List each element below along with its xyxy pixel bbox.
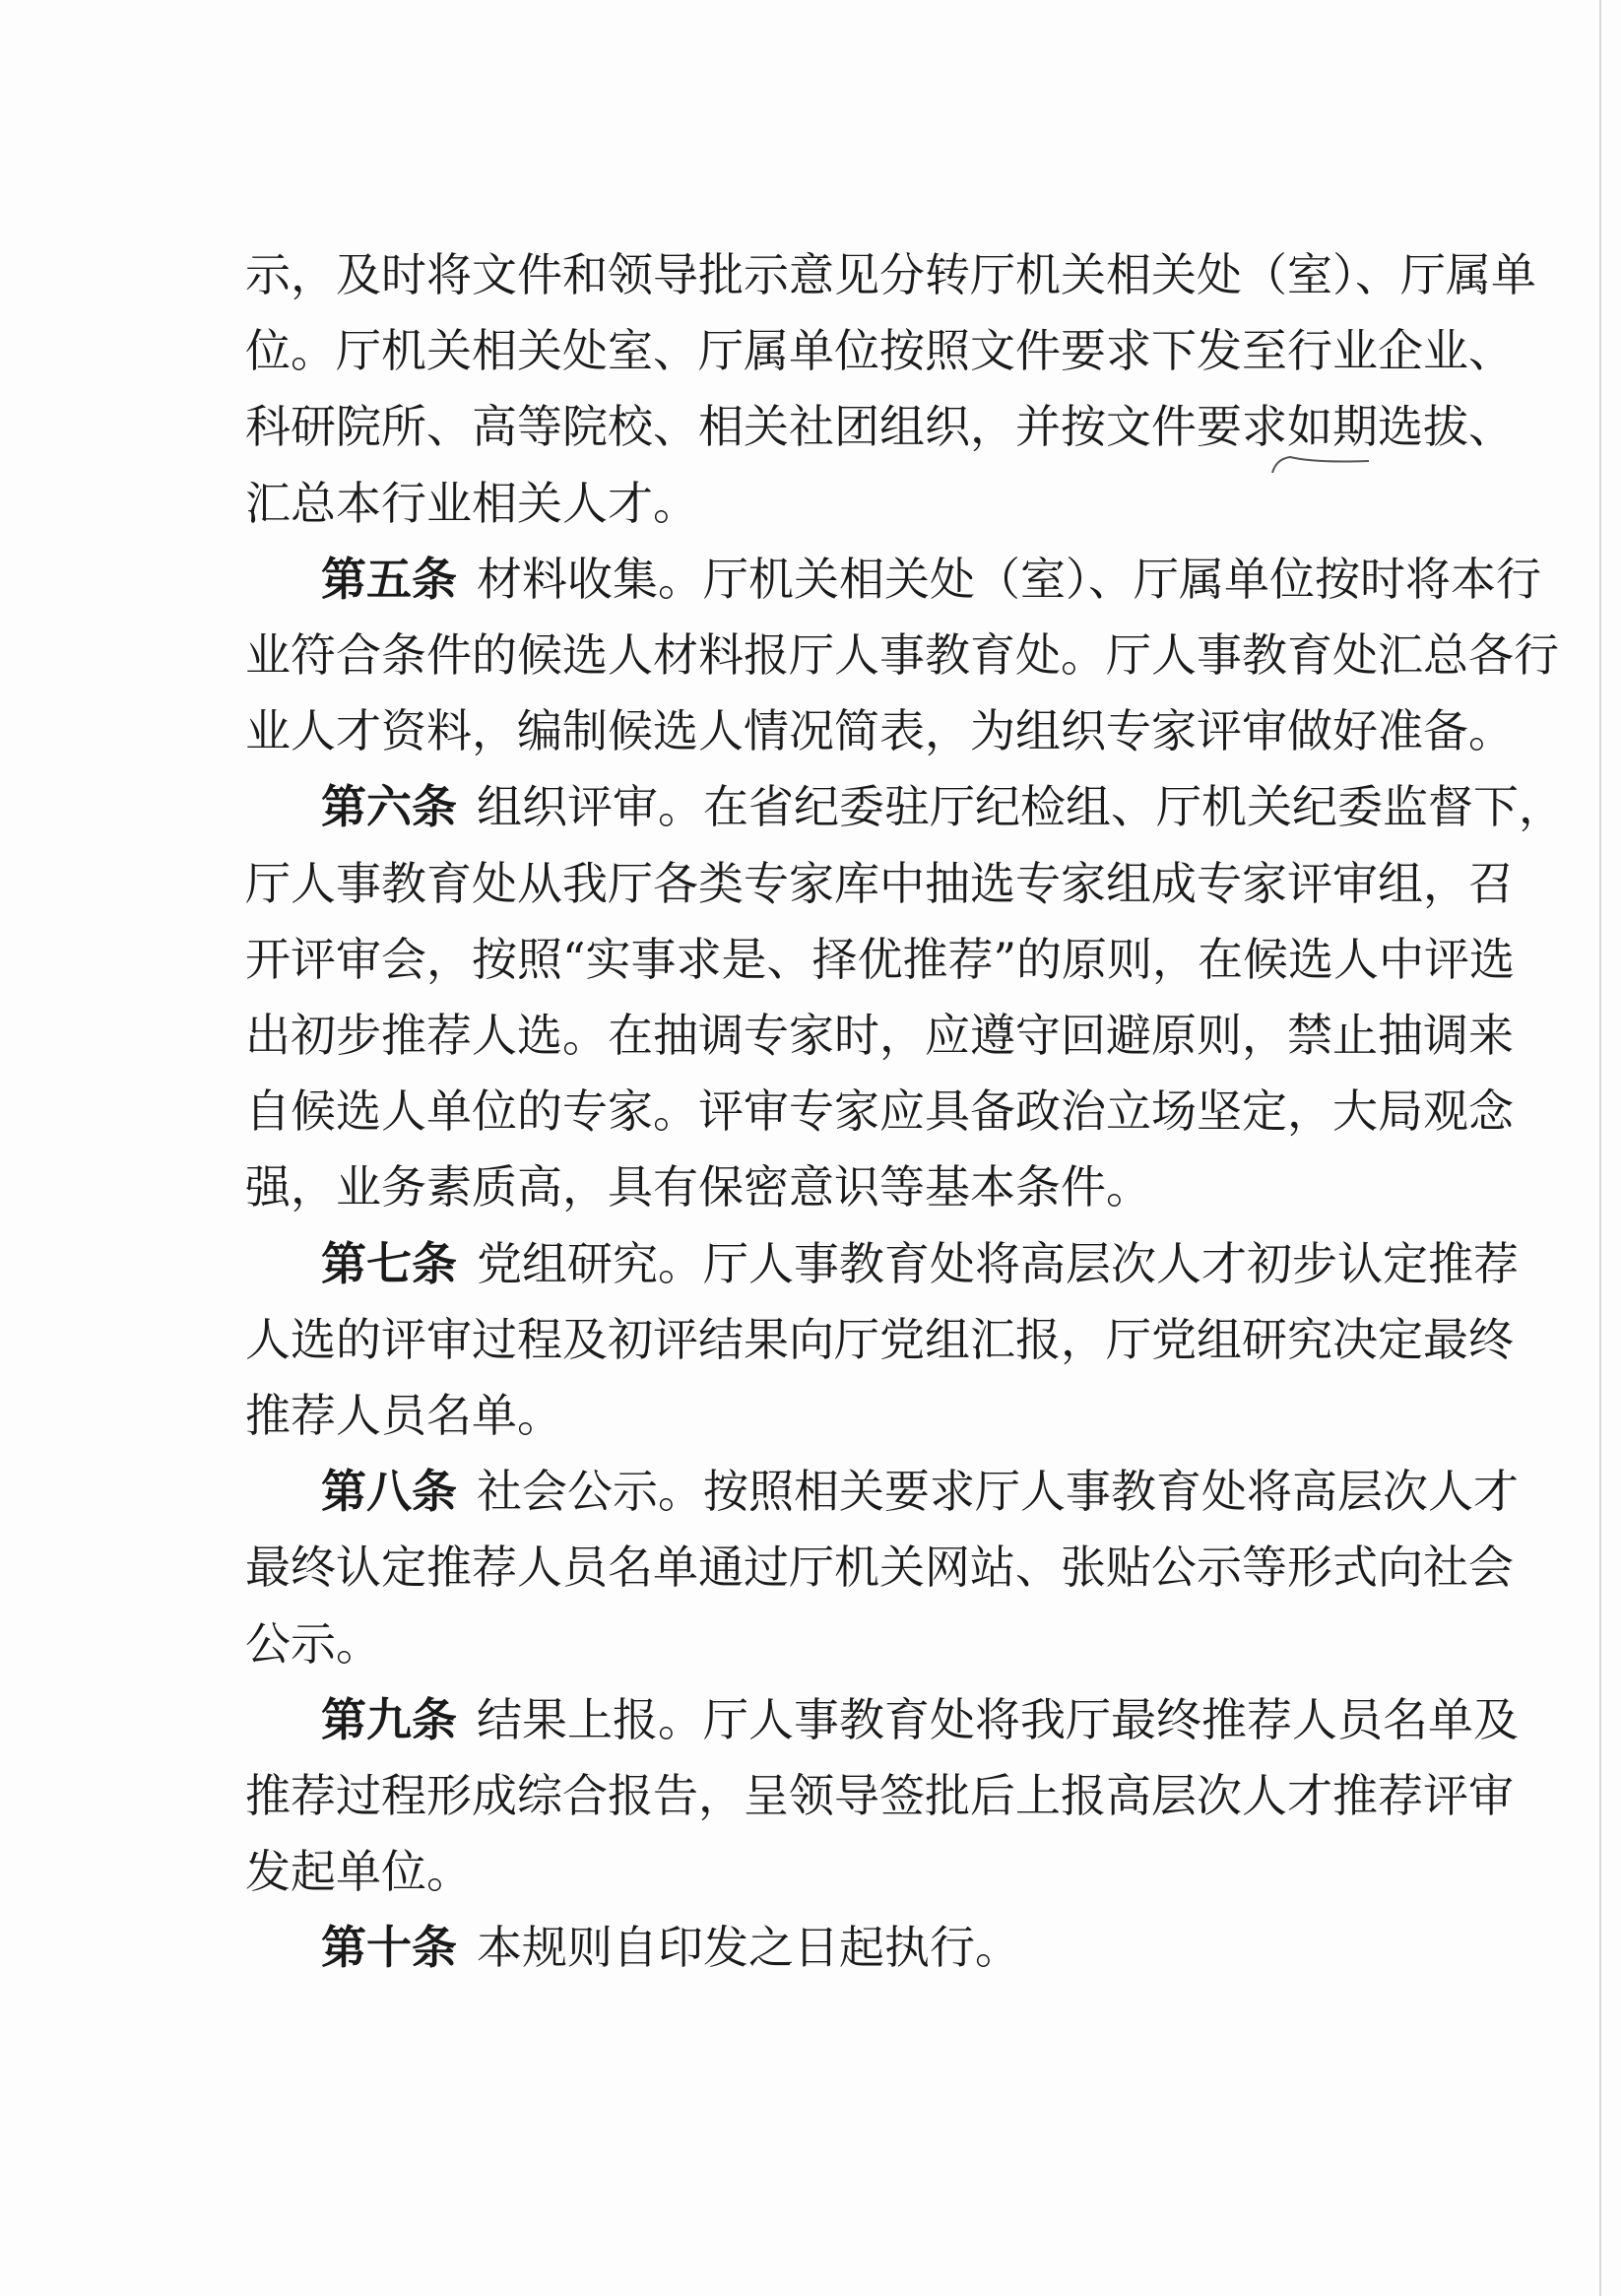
text-line — [245, 854, 1514, 913]
article-heading: 第六条 — [321, 780, 457, 834]
article-heading: 第七条 — [321, 1236, 457, 1290]
paragraph-text: 自候选人单位的专家。评审专家应具备政治立场坚定，大局观念 — [245, 1084, 1514, 1139]
paragraph-text: 社会公示。按照相关要求厅人事教育处将高层次人才 — [477, 1465, 1519, 1519]
paragraph-text: 组织评审。在省纪委驻厅纪检组、厅机关纪委监督下， — [477, 780, 1564, 834]
text-line — [245, 1842, 1411, 1901]
paragraph-text: 出初步推荐人选。在抽调专家时，应遵守回避原则，禁止抽调来 — [245, 1009, 1514, 1062]
article-heading: 第十条 — [321, 1921, 457, 1975]
text-line — [245, 1386, 1411, 1445]
text-line — [321, 1234, 1519, 1293]
paragraph-text: 业符合条件的候选人材料报厅人事教育处。厅人事教育处汇总各行 — [245, 628, 1559, 682]
text-line — [321, 1690, 1519, 1749]
paragraph-text: 强，业务素质高，具有保密意识等基本条件。 — [245, 1160, 1151, 1214]
paragraph-text: 位。厅机关相关处室、厅属单位按照文件要求下发至行业企业、 — [245, 324, 1514, 378]
text-line — [245, 1082, 1514, 1141]
text-line — [245, 1310, 1514, 1369]
text-line — [245, 245, 1536, 304]
paragraph-text: 本规则自印发之日起执行。 — [477, 1921, 1020, 1975]
handwritten-underline-mark — [1270, 453, 1379, 483]
page-edge-divider — [1599, 0, 1601, 2296]
paragraph-text: 结果上报。厅人事教育处将我厅最终推荐人员名单及 — [477, 1692, 1519, 1746]
text-line — [245, 701, 1514, 760]
text-line — [245, 1157, 1411, 1216]
text-line — [321, 1918, 1411, 1977]
paragraph-text: 最终认定推荐人员名单通过厅机关网站、张贴公示等形式向社会 — [245, 1541, 1514, 1595]
text-line — [245, 1006, 1514, 1065]
paragraph-text: 公示。 — [245, 1616, 381, 1671]
text-line — [321, 1462, 1519, 1521]
text-line — [321, 550, 1541, 609]
paragraph-text: 材料收集。厅机关相关处（室）、厅属单位按时将本行 — [477, 552, 1541, 606]
paragraph-text: 汇总本行业相关人才。 — [245, 476, 698, 530]
article-heading: 第九条 — [321, 1692, 457, 1746]
text-line — [245, 1766, 1514, 1825]
paragraph-text: 科研院所、高等院校、相关社团组织，并按文件要求如期选拔、 — [245, 400, 1514, 454]
text-line — [245, 321, 1514, 380]
paragraph-text: 推荐过程形成综合报告，呈领导签批后上报高层次人才推荐评审 — [245, 1769, 1514, 1822]
paragraph-text: 推荐人员名单。 — [245, 1389, 562, 1442]
text-line — [245, 397, 1514, 456]
text-line — [245, 930, 1516, 989]
text-line — [245, 1614, 1411, 1673]
paragraph-text: 发起单位。 — [245, 1845, 472, 1899]
paragraph-text: 党组研究。厅人事教育处将高层次人才初步认定推荐 — [477, 1236, 1519, 1290]
article-heading: 第五条 — [321, 552, 457, 606]
paragraph-text: 示，及时将文件和领导批示意见分转厅机关相关处（室）、厅属单 — [245, 248, 1536, 301]
text-line — [245, 1538, 1514, 1597]
paragraph-text: 厅人事教育处从我厅各类专家库中抽选专家组成专家评审组，召 — [245, 856, 1514, 910]
paragraph-text: 开评审会，按照“实事求是、择优推荐”的原则，在候选人中评选 — [245, 932, 1516, 986]
text-line — [245, 474, 1411, 533]
article-heading: 第八条 — [321, 1465, 457, 1519]
paragraph-text: 人选的评审过程及初评结果向厅党组汇报，厅党组研究决定最终 — [245, 1312, 1514, 1366]
text-line — [245, 625, 1559, 685]
text-line — [321, 777, 1564, 836]
paragraph-text: 业人才资料，编制候选人情况简表，为组织专家评审做好准备。 — [245, 704, 1514, 758]
